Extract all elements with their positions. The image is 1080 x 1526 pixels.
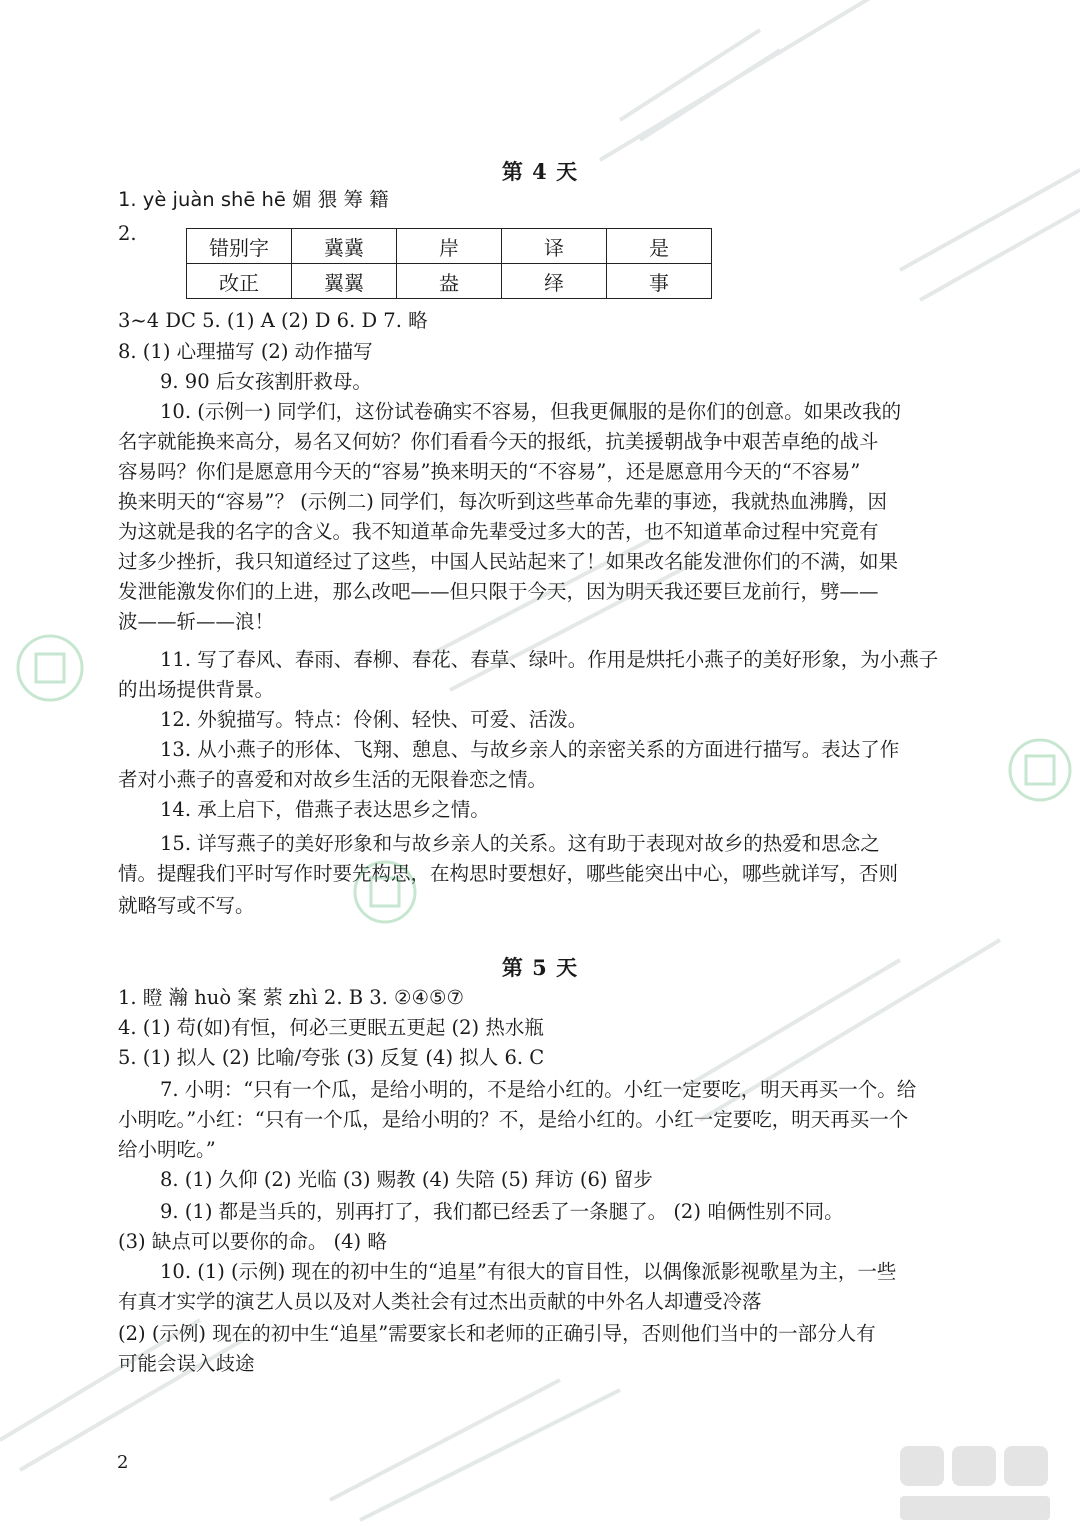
typo-correction-table <box>186 228 712 299</box>
answer-line: 14. 承上启下，借燕子表达思乡之情。 <box>160 798 490 821</box>
answer-line: 过多少挫折，我只知道经过了这些，中国人民站起来了！如果改名能发泄你们的不满，如果 <box>118 550 899 573</box>
publisher-logo-icon <box>18 636 82 700</box>
site-watermark-logo <box>880 1440 1080 1526</box>
table-cell: 绎 <box>502 264 607 299</box>
table-cell: 岸 <box>397 229 502 264</box>
answer-line: 1. 瞪 瀚 huò 案 萦 zhì 2. B 3. ②④⑤⑦ <box>118 986 464 1009</box>
section-title-day5: 第 5 天 <box>501 955 579 980</box>
answer-line: 9. (1) 都是当兵的，别再打了，我们都已经丢了一条腿了。 (2) 咱俩性别不同。 <box>160 1200 844 1223</box>
section-title-day4: 第 4 天 <box>501 159 579 184</box>
table-cell: 翼翼 <box>292 264 397 299</box>
answer-line: 为这就是我的名字的含义。我不知道革命先辈受过多大的苦，也不知道革命过程中究竟有 <box>118 520 879 543</box>
table-cell: 错别字 <box>187 229 292 264</box>
answer-line: 换来明天的“容易”？ (示例二) 同学们，每次听到这些革命先辈的事迹，我就热血沸腾，因 <box>118 490 888 513</box>
answer-line: 4. (1) 苟(如)有恒，何必三更眠五更起 (2) 热水瓶 <box>118 1016 544 1039</box>
answer-line: 有真才实学的演艺人员以及对人类社会有过杰出贡献的中外名人却遭受冷落 <box>118 1290 762 1313</box>
answer-line: 波——斩——浪！ <box>118 610 275 633</box>
answer-line: 12. 外貌描写。特点：伶俐、轻快、可爱、活泼。 <box>160 708 588 731</box>
answer-line: 情。提醒我们平时写作时要先构思，在构思时要想好，哪些能突出中心，哪些就详写，否则 <box>118 862 899 885</box>
answer-line: 9. 90 后女孩割肝救母。 <box>160 370 372 393</box>
table-cell: 是 <box>607 229 712 264</box>
table-cell: 译 <box>502 229 607 264</box>
answer-line: 5. (1) 拟人 (2) 比喻/夸张 (3) 反复 (4) 拟人 6. C <box>118 1046 545 1069</box>
answer-line: 给小明吃。” <box>118 1138 216 1161</box>
answer-line: 8. (1) 心理描写 (2) 动作描写 <box>118 340 373 363</box>
answer-line: 发泄能激发你们的上进，那么改吧——但只限于今天，因为明天我还要巨龙前行，劈—— <box>118 580 879 603</box>
table-cell: 事 <box>607 264 712 299</box>
table-cell: 盎 <box>397 264 502 299</box>
answer-line: 10. (示例一) 同学们，这份试卷确实不容易，但我更佩服的是你们的创意。如果改我的 <box>160 400 902 423</box>
table-cell: 改正 <box>187 264 292 299</box>
answer-line: 1. yè juàn shē hē 媚 猥 筹 籍 <box>118 188 389 211</box>
answer-line: 8. (1) 久仰 (2) 光临 (3) 赐教 (4) 失陪 (5) 拜访 (6) 留步 <box>160 1168 653 1191</box>
answer-line: (2) (示例) 现在的初中生“追星”需要家长和老师的正确引导，否则他们当中的一部分人有 <box>118 1322 876 1345</box>
table-row <box>187 264 712 299</box>
answer-line: 15. 详写燕子的美好形象和与故乡亲人的关系。这有助于表现对故乡的热爱和思念之 <box>160 832 880 855</box>
publisher-logo-icon <box>1010 740 1070 800</box>
answer-line: 2. <box>118 222 137 245</box>
answer-line: 就略写或不写。 <box>118 894 255 917</box>
answer-line: 名字就能换来高分，易名又何妨？你们看看今天的报纸，抗美援朝战争中艰苦卓绝的战斗 <box>118 430 879 453</box>
answer-line: (3) 缺点可以要你的命。 (4) 略 <box>118 1230 387 1253</box>
answer-line: 小明吃。”小红：“只有一个瓜，是给小明的？不，是给小红的。小红一定要吃，明天再买一个 <box>118 1108 909 1131</box>
answer-line: 容易吗？你们是愿意用今天的“容易”换来明天的“不容易”，还是愿意用今天的“不容易” <box>118 460 861 483</box>
table-cell: 冀冀 <box>292 229 397 264</box>
answer-line: 10. (1) (示例) 现在的初中生的“追星”有很大的盲目性，以偶像派影视歌星为主，一些 <box>160 1260 897 1283</box>
answer-line: 者对小燕子的喜爱和对故乡生活的无限眷恋之情。 <box>118 768 548 791</box>
answer-line: 11. 写了春风、春雨、春柳、春花、春草、绿叶。作用是烘托小燕子的美好形象，为小燕子 <box>160 648 939 671</box>
answer-line: 3~4 DC 5. (1) A (2) D 6. D 7. 略 <box>118 309 428 332</box>
answer-line: 7. 小明：“只有一个瓜，是给小明的，不是给小红的。小红一定要吃，明天再买一个。给 <box>160 1078 917 1101</box>
answer-line: 可能会误入歧途 <box>118 1352 255 1375</box>
page-number: 2 <box>117 1452 129 1473</box>
table-row <box>187 229 712 264</box>
answer-line: 的出场提供背景。 <box>118 678 275 701</box>
answer-line: 13. 从小燕子的形体、飞翔、憩息、与故乡亲人的亲密关系的方面进行描写。表达了作 <box>160 738 900 761</box>
